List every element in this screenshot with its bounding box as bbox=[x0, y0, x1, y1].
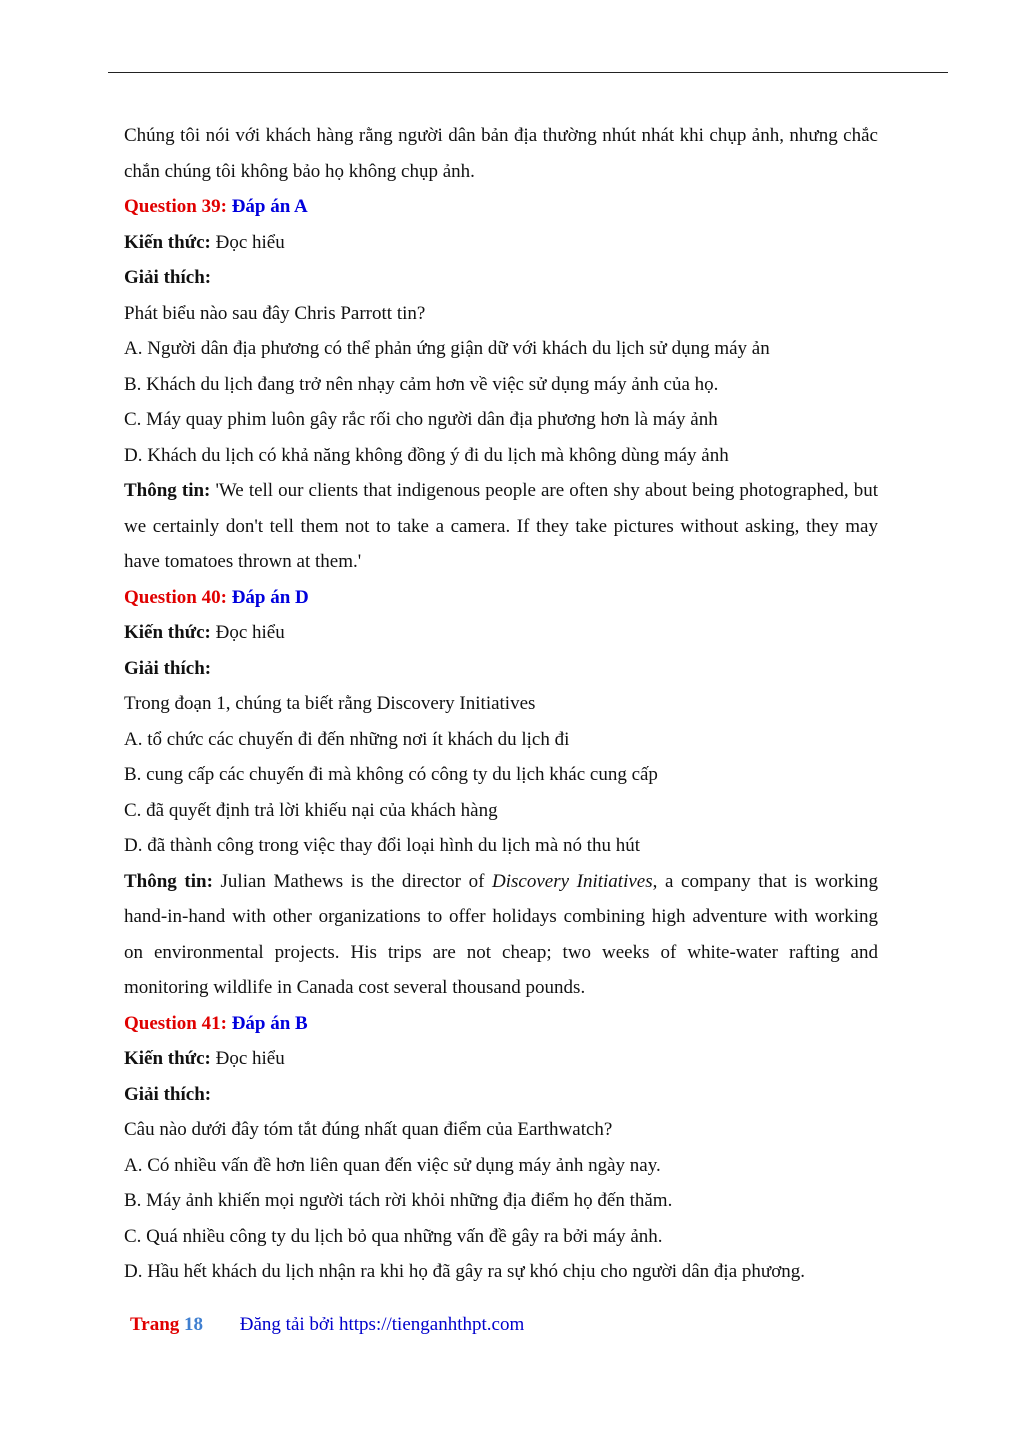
option-b: B. Máy ảnh khiến mọi người tách rời khỏi những địa điểm họ đến thăm. bbox=[124, 1190, 673, 1211]
option-a: A. Có nhiều vấn đề hơn liên quan đến việc sử dụng máy ảnh ngày nay. bbox=[124, 1154, 661, 1176]
page-footer bbox=[130, 1314, 524, 1336]
option-d: D. Khách du lịch có khả năng không đồng ý đi du lịch mà không dùng máy ảnh bbox=[124, 444, 729, 466]
answer-label: Đáp án B bbox=[231, 1012, 308, 1034]
option-c: C. Quá nhiều công ty du lịch bỏ qua những vấn đề gây ra bởi máy ảnh. bbox=[124, 1225, 663, 1247]
explanation-label: Giải thích: bbox=[124, 267, 212, 288]
option-c: C. đã quyết định trả lời khiếu nại của khách hàng bbox=[124, 799, 498, 821]
upload-credit-link[interactable]: Đăng tải bởi https://tienganhthpt.com bbox=[239, 1314, 525, 1335]
knowledge-label: Kiến thức: bbox=[124, 622, 211, 643]
option-a: A. tổ chức các chuyến đi đến những nơi ít khách du lịch đi bbox=[124, 728, 570, 750]
question-prompt: Phát biểu nào sau đây Chris Parrott tin? bbox=[124, 302, 426, 324]
knowledge-value: Đọc hiểu bbox=[215, 1048, 285, 1069]
info-paragraph bbox=[124, 473, 878, 580]
explanation-label: Giải thích: bbox=[124, 1083, 212, 1105]
option-d: D. đã thành công trong việc thay đổi loại hình du lịch mà nó thu hút bbox=[124, 835, 641, 856]
knowledge-line bbox=[124, 225, 878, 261]
page-number: 18 bbox=[184, 1314, 204, 1335]
knowledge-value: Đọc hiểu bbox=[215, 622, 285, 643]
answer-label: Đáp án D bbox=[231, 586, 309, 608]
option-c: C. Máy quay phim luôn gây rắc rối cho người dân địa phương hơn là máy ảnh bbox=[124, 409, 718, 430]
option-d: D. Hầu hết khách du lịch nhận ra khi họ đã gây ra sự khó chịu cho người dân địa phương. bbox=[124, 1261, 805, 1282]
answer-label: Đáp án A bbox=[231, 196, 308, 217]
option-a: A. Người dân địa phương có thể phản ứng giận dữ với khách du lịch sử dụng máy ản bbox=[124, 338, 770, 359]
info-paragraph bbox=[124, 864, 878, 1006]
question-39-heading bbox=[124, 189, 878, 225]
question-41-heading bbox=[124, 1006, 878, 1042]
info-label: Thông tin: bbox=[124, 480, 211, 501]
option-b: B. Khách du lịch đang trở nên nhạy cảm hơn về việc sử dụng máy ảnh của họ. bbox=[124, 373, 719, 395]
knowledge-line bbox=[124, 1041, 878, 1077]
question-prompt: Câu nào dưới đây tóm tắt đúng nhất quan điểm của Earthwatch? bbox=[124, 1119, 613, 1140]
intro-paragraph: Chúng tôi nói với khách hàng rằng người dân bản địa thường nhút nhát khi chụp ảnh, nhưng chắc chắn chúng tôi không bảo họ không chụp ảnh. bbox=[124, 125, 878, 182]
question-label: Question 40: bbox=[124, 586, 227, 608]
info-text-before: Julian Mathews is the director of bbox=[220, 870, 493, 892]
page-label: Trang bbox=[130, 1314, 180, 1335]
explanation-label: Giải thích: bbox=[124, 657, 212, 679]
info-text: 'We tell our clients that indigenous people are often shy about being photographed, but we certainly don't tell them not to take a camera. If they take pictures without asking, they may have tomatoes thrown at them.' bbox=[124, 480, 878, 572]
knowledge-label: Kiến thức: bbox=[124, 1048, 211, 1069]
header-rule bbox=[108, 72, 948, 73]
knowledge-line bbox=[124, 615, 878, 651]
knowledge-value: Đọc hiểu bbox=[215, 231, 285, 253]
question-label: Question 41: bbox=[124, 1012, 227, 1034]
document-body bbox=[124, 118, 878, 1290]
knowledge-label: Kiến thức: bbox=[124, 231, 211, 253]
question-label: Question 39: bbox=[124, 196, 227, 217]
question-40-heading bbox=[124, 580, 878, 616]
info-label: Thông tin: bbox=[124, 870, 213, 892]
info-text-after: , a company that is working hand-in-hand with other organizations to offer holidays combining high adventure with working on environmental projects. His trips are not cheap; two weeks of white-water rafting and monitoring wildlife in Canada cost several thousand pounds. bbox=[124, 870, 878, 998]
option-b: B. cung cấp các chuyến đi mà không có công ty du lịch khác cung cấp bbox=[124, 764, 658, 785]
question-prompt: Trong đoạn 1, chúng ta biết rằng Discovery Initiatives bbox=[124, 693, 536, 714]
company-name: Discovery Initiatives bbox=[492, 870, 653, 892]
